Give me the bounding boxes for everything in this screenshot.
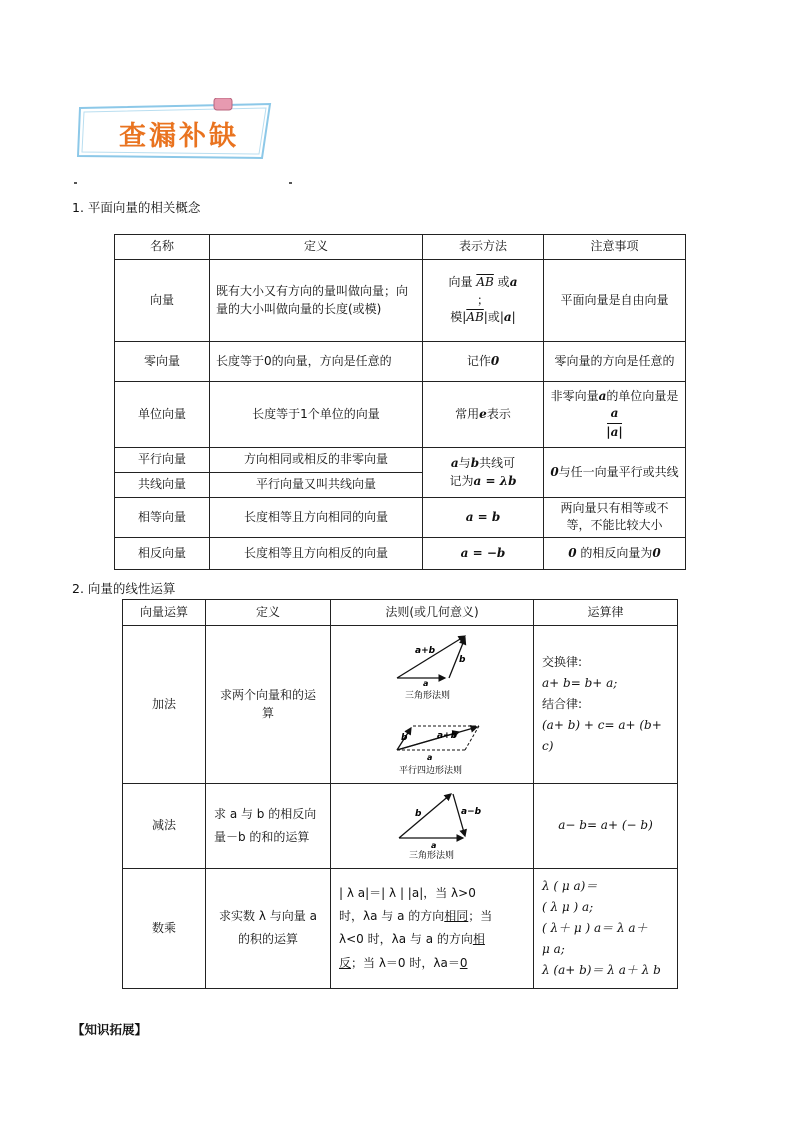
row-note: 0 的相反向量为0	[544, 537, 686, 569]
subtraction-diagram	[337, 786, 527, 860]
op-rule: | λ a|＝| λ | |a|，当 λ>0 时，λa 与 a 的方向相同；当 λ<0 时，λa 与 a 的方向相 反；当 λ＝0 时，λa＝0	[331, 868, 534, 988]
row-note: 非零向量a的单位向量是 $\frac{a}{|a|}$	[544, 382, 686, 448]
row-def: 长度等于1个单位的向量	[210, 382, 423, 448]
label-sum: a+b	[437, 731, 458, 741]
table-header-row	[123, 600, 678, 626]
label-sum: a+b	[415, 646, 436, 656]
label-a: a	[431, 841, 437, 851]
row-def: 平行向量又叫共线向量	[210, 473, 423, 498]
row-rep: 记作0	[423, 342, 544, 382]
row-name: 单位向量	[115, 382, 210, 448]
row-def: 方向相同或相反的非零向量	[210, 448, 423, 473]
row-note: 0与任一向量平行或共线	[544, 448, 686, 498]
table-header: 表示方法	[423, 235, 544, 260]
row-name: 零向量	[115, 342, 210, 382]
row-name: 向量	[115, 260, 210, 342]
row-rep: a = −b	[423, 537, 544, 569]
table-header: 向量运算	[123, 600, 206, 626]
row-name: 相反向量	[115, 537, 210, 569]
triangle-caption: 三角形法则	[405, 691, 451, 701]
row-note: 零向量的方向是任意的	[544, 342, 686, 382]
op-name: 减法	[123, 784, 206, 868]
table-header: 定义	[210, 235, 423, 260]
unit-vector-fraction: $\frac{a}{|a|}$	[606, 406, 623, 439]
op-def: 求 a 与 b 的相反向量－b 的和的运算	[206, 784, 331, 868]
table-header: 名称	[115, 235, 210, 260]
row-rep: a与b共线可 记为a = λb	[423, 448, 544, 498]
table-row	[123, 784, 678, 868]
section1-title: 1. 平面向量的相关概念	[72, 200, 201, 215]
row-name: 相等向量	[115, 498, 210, 538]
row-def: 既有大小又有方向的量叫做向量；向量的大小叫做向量的长度(或模)	[210, 260, 423, 342]
table-row	[115, 498, 686, 538]
label-a: a	[427, 753, 433, 762]
divider-dot	[289, 182, 292, 184]
row-def: 长度相等且方向相同的向量	[210, 498, 423, 538]
knowledge-extension-label: 【知识拓展】	[72, 1022, 148, 1037]
table-row	[123, 868, 678, 988]
table-header: 定义	[206, 600, 331, 626]
table-header: 运算律	[534, 600, 678, 626]
op-laws: a− b= a+ (− b)	[534, 784, 678, 868]
label-diff: a−b	[461, 807, 482, 818]
op-def: 求两个向量和的运算	[206, 626, 331, 784]
label-a: a	[423, 679, 429, 688]
table-header: 注意事项	[544, 235, 686, 260]
table-header-row	[115, 235, 686, 260]
row-rep: 常用e表示	[423, 382, 544, 448]
row-note: 两向量只有相等或不等，不能比较大小	[544, 498, 686, 538]
addition-diagrams	[337, 628, 527, 776]
banner	[74, 98, 274, 164]
op-laws: 交换律: a+ b= b+ a; 结合律: (a+ b) + c= a+ (b+ c)	[534, 626, 678, 784]
op-rule	[331, 784, 534, 868]
table-row	[115, 342, 686, 382]
label-b: b	[415, 809, 422, 820]
op-name: 数乘	[123, 868, 206, 988]
subtraction-caption: 三角形法则	[409, 851, 455, 861]
op-laws: λ ( μ a)＝ ( λ μ ) a; ( λ＋ μ ) a＝ λ a＋ μ a; λ (a+ b)＝ λ a＋ λ b	[534, 868, 678, 988]
row-note: 平面向量是自由向量	[544, 260, 686, 342]
table-row	[115, 260, 686, 342]
row-rep: 向量 $\overline{AB}$ 或a ； 模$|\overline{AB}|$或|a|	[423, 260, 544, 342]
row-name: 平行向量	[115, 448, 210, 473]
section2-title: 2. 向量的线性运算	[72, 581, 176, 596]
row-rep: a = b	[423, 498, 544, 538]
banner-title: 查漏补缺	[119, 121, 239, 152]
divider-dot	[74, 182, 77, 184]
row-def: 长度等于0的向量，方向是任意的	[210, 342, 423, 382]
table-row	[115, 382, 686, 448]
concepts-table	[114, 234, 686, 570]
table-header: 法则(或几何意义)	[331, 600, 534, 626]
table-row	[115, 448, 686, 473]
parallelogram-caption: 平行四边形法则	[399, 766, 463, 776]
row-name: 共线向量	[115, 473, 210, 498]
table-row	[123, 626, 678, 784]
op-rule	[331, 626, 534, 784]
table-row	[115, 537, 686, 569]
row-def: 长度相等且方向相反的向量	[210, 537, 423, 569]
op-name: 加法	[123, 626, 206, 784]
operations-table	[122, 599, 678, 989]
label-b: b	[401, 733, 408, 743]
op-def: 求实数 λ 与向量 a 的积的运算	[206, 868, 331, 988]
label-b: b	[459, 655, 466, 665]
